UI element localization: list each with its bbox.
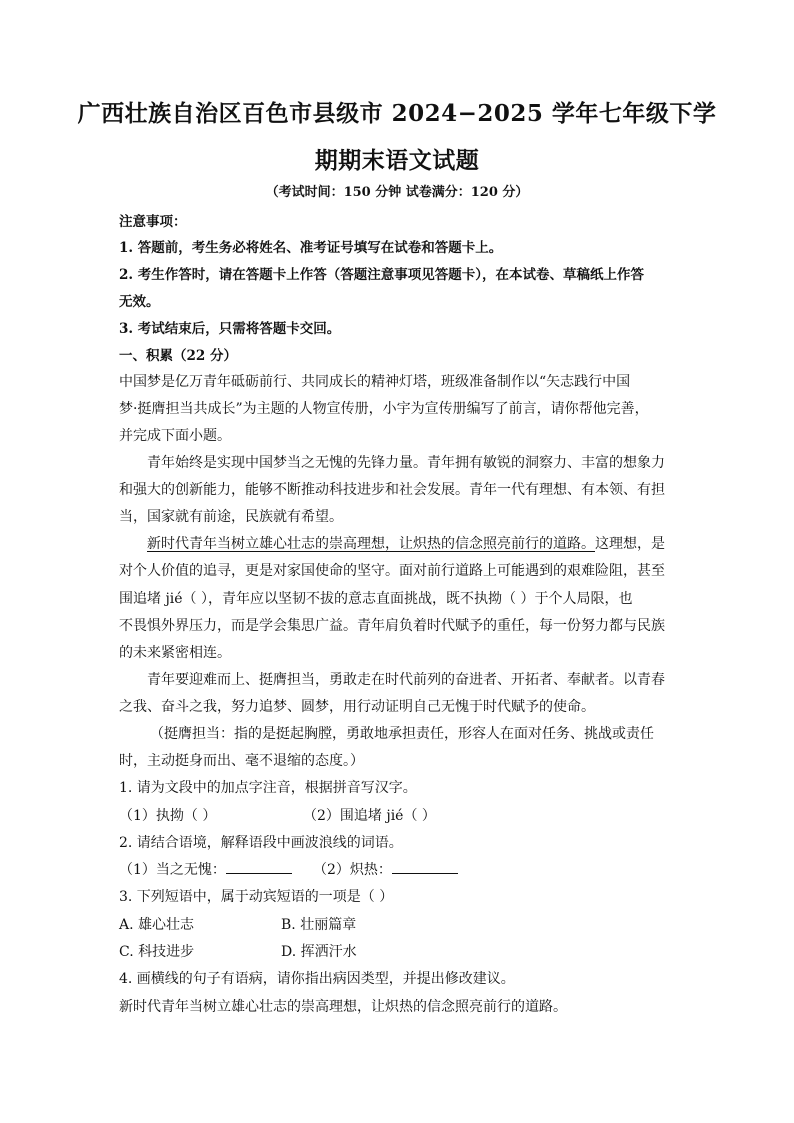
- paragraph-2-line-4: 不畏惧外界压力，而是学会集思广益。青年肩负着时代赋予的重任，每一份努力都与民族: [119, 618, 665, 634]
- notice-heading: 注意事项：: [119, 214, 187, 230]
- paragraph-1-line-2: 和强大的创新能力，能够不断推动科技进步和社会发展。青年一代有理想、有本领、有担: [119, 482, 665, 498]
- paragraph-1-line-1: 青年始终是实现中国梦当之无愧的先锋力量。青年拥有敏锐的洞察力、丰富的想象力: [147, 455, 665, 471]
- question-4-sentence: 新时代青年当树立雄心壮志的崇高理想，让炽热的信念照亮前行的道路。: [119, 999, 567, 1015]
- section-heading: 一、积累（22 分）: [119, 348, 237, 364]
- question-1-part-1: （1）执拗（ ）: [119, 808, 217, 824]
- paragraph-2-line-2: 对个人价值的追寻，更是对家国使命的坚守。面对前行道路上可能遇到的艰难险阻，甚至: [119, 563, 665, 579]
- exam-subtitle: （考试时间：150 分钟 试卷满分：120 分）: [265, 185, 529, 200]
- option-b: B. 壮丽篇章: [281, 917, 357, 933]
- question-3: 3. 下列短语中，属于动宾短语的一项是（ ）: [119, 889, 394, 905]
- paragraph-2-line-1-rest: 这理想，是: [595, 536, 665, 552]
- paragraph-1-line-3: 当，国家就有前途，民族就有希望。: [119, 509, 343, 525]
- answer-blank: [226, 861, 292, 874]
- question-2-part-2: [313, 859, 458, 879]
- option-a: A. 雄心壮志: [119, 917, 195, 933]
- paragraph-2-line-5: 的未来紧密相连。: [119, 645, 231, 661]
- question-1: 1. 请为文段中的加点字注音，根据拼音写汉字。: [119, 780, 417, 796]
- question-3-row-2: [119, 941, 679, 961]
- question-2-part-1: （1）当之无愧：: [119, 862, 226, 878]
- answer-blank: [392, 861, 458, 874]
- note-line-1: （挺膺担当：指的是挺起胸膛，勇敢地承担责任，形容人在面对任务、挑战或责任: [150, 726, 654, 742]
- exam-title-line1: 广西壮族自治区百色市县级市 2024−2025 学年七年级下学: [77, 100, 717, 127]
- note-line-2: 时，主动挺身而出、毫不退缩的态度。）: [119, 753, 364, 769]
- question-2-options: [119, 859, 679, 879]
- notice-item-1: 1. 答题前，考生务必将姓名、准考证号填写在试卷和答题卡上。: [119, 240, 503, 256]
- question-3-row-1: [119, 914, 679, 934]
- underlined-sentence: 新时代青年当树立雄心壮志的崇高理想，让炽热的信念照亮前行的道路。: [147, 536, 595, 552]
- question-4: 4. 画横线的句子有语病，请你指出病因类型，并提出修改建议。: [119, 971, 515, 987]
- option-c: C. 科技进步: [119, 944, 195, 960]
- question-1-part-2: （2）围追堵 jié（ ）: [303, 808, 436, 824]
- option-d: D. 挥洒汗水: [281, 944, 357, 960]
- paragraph-2-line-1: [147, 533, 679, 553]
- intro-line-2: 梦·挺膺担当共成长”为主题的人物宣传册，小宇为宣传册编写了前言，请你帮他完善，: [119, 401, 649, 417]
- paragraph-2-line-3: 围追堵 jié（ ），青年应以坚韧不拔的意志直面挑战，既不执拗（ ）于个人局限，也: [119, 591, 633, 607]
- notice-item-2: 2. 考生作答时，请在答题卡上作答（答题注意事项见答题卡），在本试卷、草稿纸上作答: [119, 267, 645, 283]
- intro-line-1: 中国梦是亿万青年砥砺前行、共同成长的精神灯塔，班级准备制作以“矢志践行中国: [119, 374, 631, 390]
- intro-line-3: 并完成下面小题。: [119, 428, 231, 444]
- notice-item-3: 3. 考试结束后，只需将答题卡交回。: [119, 321, 341, 337]
- question-2: 2. 请结合语境，解释语段中画波浪线的词语。: [119, 835, 403, 851]
- exam-title-line2: 期期末语文试题: [314, 147, 480, 174]
- question-1-options: [119, 805, 679, 825]
- question-2-part-2-label: （2）炽热：: [313, 862, 392, 878]
- paragraph-3-line-1: 青年要迎难而上、挺膺担当，勇敢走在时代前列的奋进者、开拓者、奉献者。以青春: [147, 672, 665, 688]
- notice-item-2-cont: 无效。: [119, 294, 160, 310]
- paragraph-3-line-2: 之我、奋斗之我，努力追梦、圆梦，用行动证明自己无愧于时代赋予的使命。: [119, 699, 595, 715]
